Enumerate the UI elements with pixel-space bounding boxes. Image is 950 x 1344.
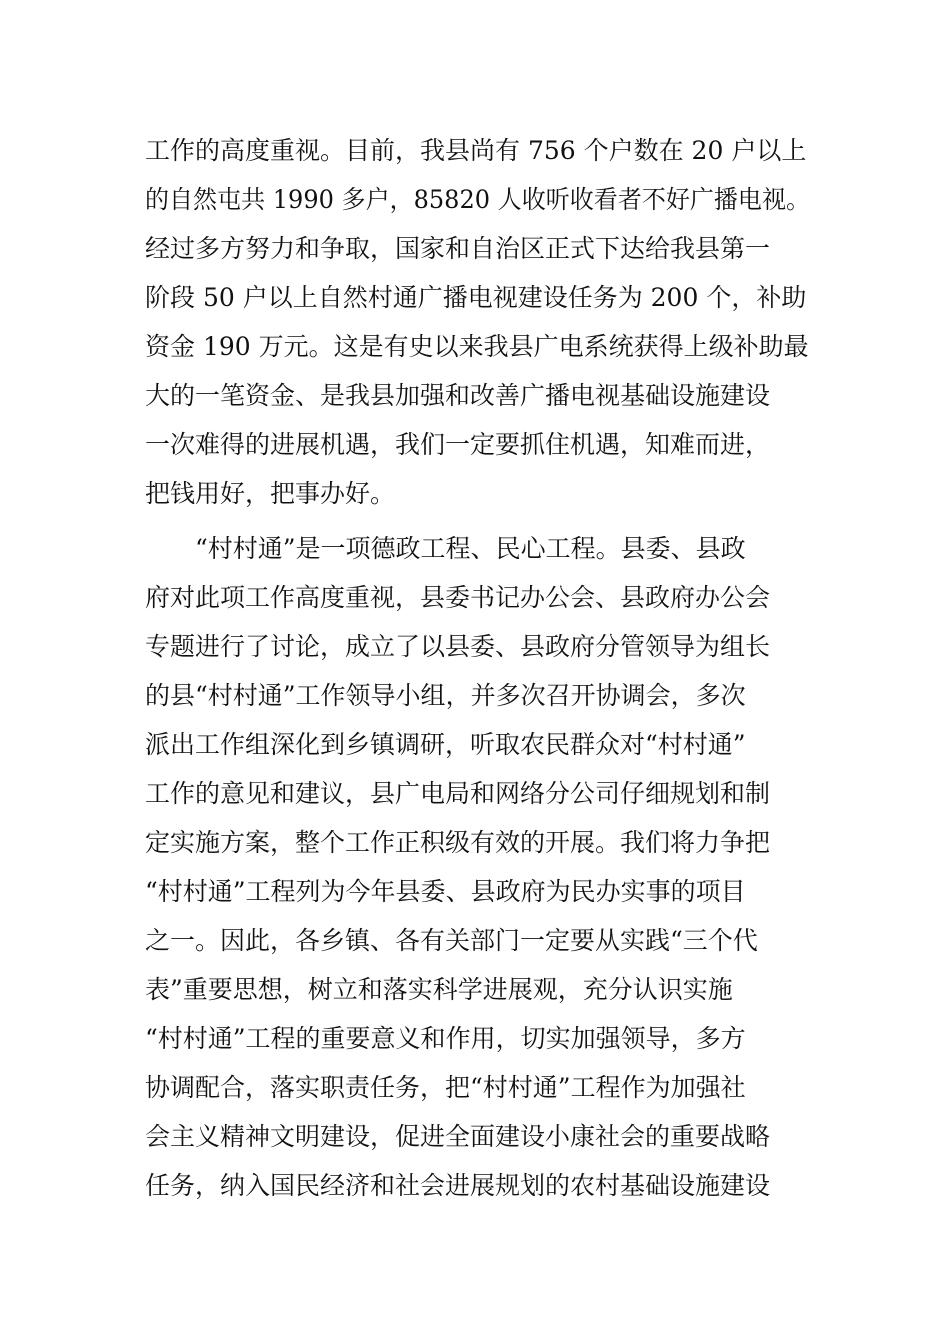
text-line: 把钱用好，把事办好。 bbox=[145, 479, 396, 508]
text-line: 大的一笔资金、是我县加强和改善广播电视基础设施建设 bbox=[145, 381, 771, 410]
text-line: 任务，纳入国民经济和社会进展规划的农村基础设施建设 bbox=[145, 1171, 771, 1200]
text-line: 工作的意见和建议，县广电局和网络分公司仔细规划和制 bbox=[145, 779, 771, 808]
text-line: 经过多方努力和争取，国家和自治区正式下达给我县第一 bbox=[145, 234, 771, 263]
text-line: 派出工作组深化到乡镇调研，听取农民群众对“村村通” bbox=[145, 730, 746, 759]
text-line: 的自然屯共 1990 多户，85820 人收听收看者不好广播电视。 bbox=[145, 185, 811, 214]
text-line: “村村通”工程列为今年县委、县政府为民办实事的项目 bbox=[145, 877, 746, 906]
text-line: 之一。因此，各乡镇、各有关部门一定要从实践“三个代 bbox=[145, 926, 758, 955]
text-line: 表”重要思想，树立和落实科学进展观，充分认识实施 bbox=[145, 975, 733, 1004]
text-line: 会主义精神文明建设，促进全面建设小康社会的重要战略 bbox=[145, 1122, 771, 1151]
text-line: 工作的高度重视。目前，我县尚有 756 个户数在 20 户以上 bbox=[145, 136, 807, 165]
text-line: 的县“村村通”工作领导小组，并多次召开协调会，多次 bbox=[145, 681, 746, 710]
text-line: 协调配合，落实职责任务，把“村村通”工程作为加强社 bbox=[145, 1073, 746, 1102]
text-line: 一次难得的进展机遇，我们一定要抓住机遇，知难而进， bbox=[145, 430, 771, 459]
paragraph-first-line: “村村通”是一项德政工程、民心工程。县委、县政 bbox=[195, 534, 746, 563]
text-line: “村村通”工程的重要意义和作用，切实加强领导，多方 bbox=[145, 1024, 746, 1053]
text-line: 资金 190 万元。这是有史以来我县广电系统获得上级补助最 bbox=[145, 332, 809, 361]
text-line: 定实施方案，整个工作正积级有效的开展。我们将力争把 bbox=[145, 828, 771, 857]
text-line: 阶段 50 户以上自然村通广播电视建设任务为 200 个，补助 bbox=[145, 283, 807, 312]
text-line: 专题进行了讨论，成立了以县委、县政府分管领导为组长 bbox=[145, 632, 771, 661]
text-line: 府对此项工作高度重视，县委书记办公会、县政府办公会 bbox=[145, 583, 771, 612]
